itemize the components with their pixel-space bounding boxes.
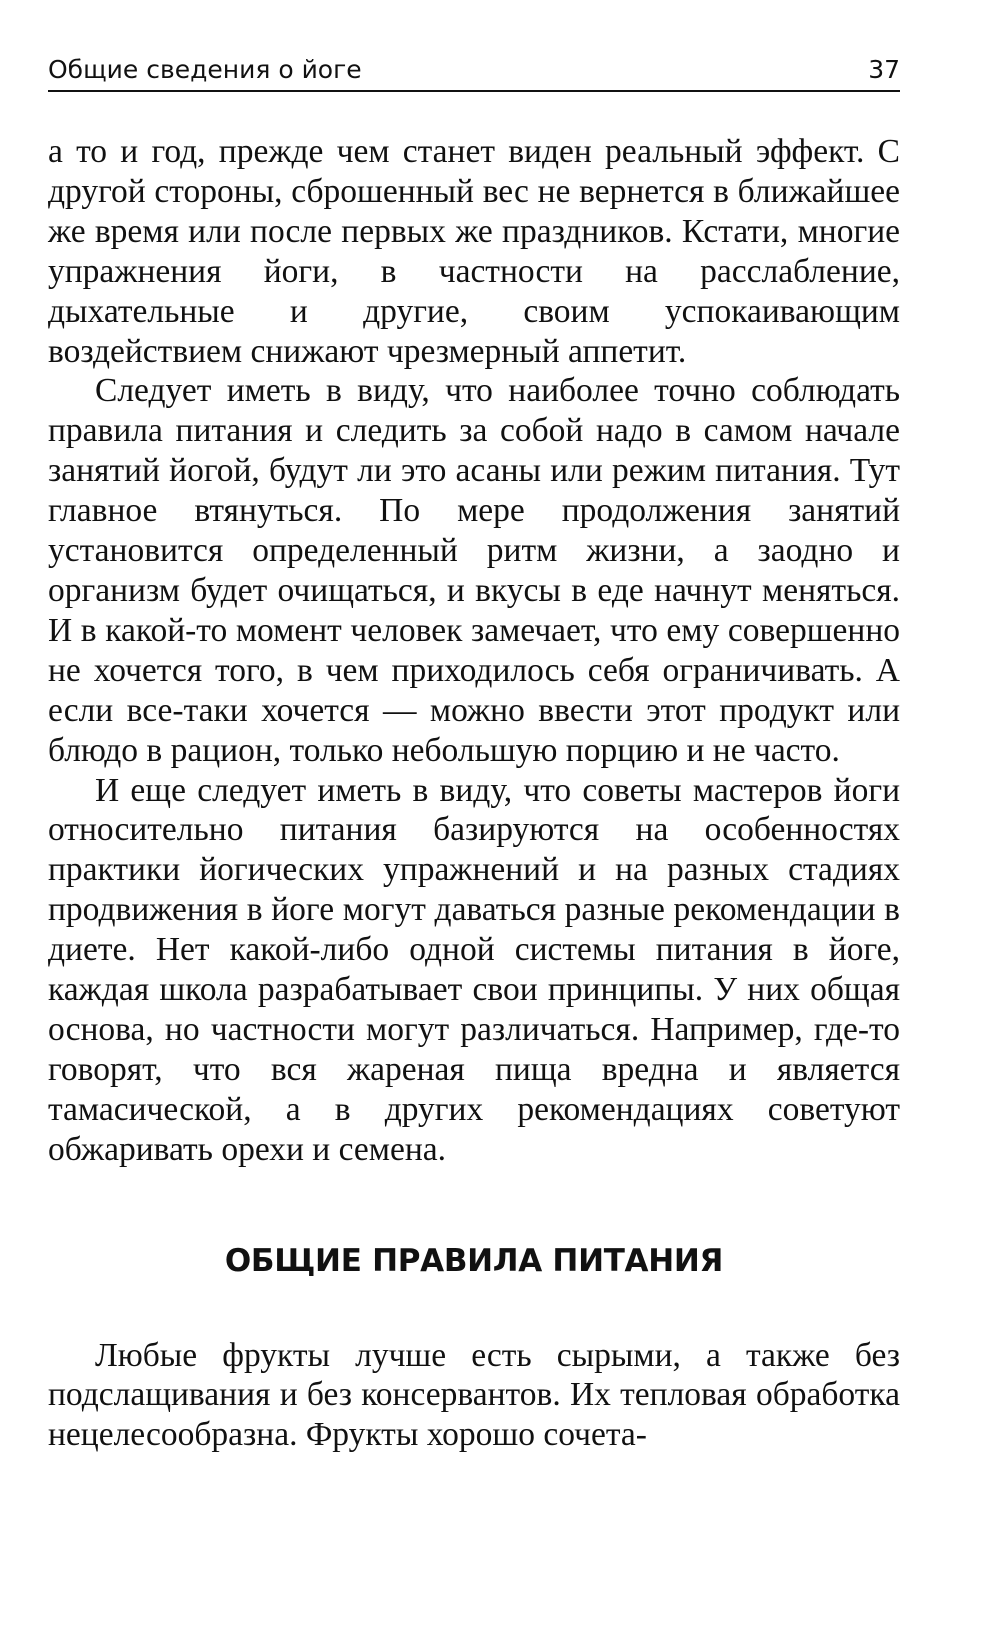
paragraph: Любые фрукты лучше есть сырыми, а также без подслащивания и без консервантов. Их тепловая обработка нецелесообразна. Фрукты хорошо сочета-: [48, 1336, 900, 1454]
paragraph: И еще следует иметь в виду, что советы мастеров йоги относительно питания базируются на особенностях практики йогических упражнений и на разных стадиях продвижения в йоге могут даваться разные рекомендации в диете. Нет какой-либо одной системы питания в йоге, каждая школа разрабатывает свои принципы. У них общая основа, но частности могут различаться. Например, где-то говорят, что вся жареная пища вредна и является тамасической, а в других рекомендациях советуют обжаривать орехи и семена.: [48, 771, 900, 1168]
page-number: 37: [868, 55, 900, 84]
paragraph: Следует иметь в виду, что наиболее точно соблюдать правила питания и следить за собой надо в самом начале занятий йогой, будут ли это асаны или режим питания. Тут главное втянуться. По мере продолжения занятий установится определенный ритм жизни, а заодно и организм будет очищаться, и вкусы в еде начнут меняться. И в какой-то момент человек замечает, что ему совершенно не хочется того, в чем приходилось себя ограничивать. А если все-таки хочется — можно ввести этот продукт или блюдо в рацион, только небольшую порцию и не часто.: [48, 372, 900, 769]
running-header-title: Общие сведения о йоге: [48, 55, 362, 84]
body-text: [48, 132, 900, 1170]
section-body: [48, 1336, 900, 1456]
running-header: [48, 44, 900, 92]
section-heading: ОБЩИЕ ПРАВИЛА ПИТАНИЯ: [224, 1242, 724, 1279]
book-page: [48, 44, 900, 1455]
paragraph-continued: а то и год, прежде чем станет виден реальный эффект. С другой стороны, сброшенный вес не вернется в ближайшее же время или после первых же праздников. Кстати, многие упражнения йоги, в частности на расслабление, дыхательные и другие, своим успокаивающим воздействием снижают чрезмерный аппетит.: [48, 133, 900, 370]
